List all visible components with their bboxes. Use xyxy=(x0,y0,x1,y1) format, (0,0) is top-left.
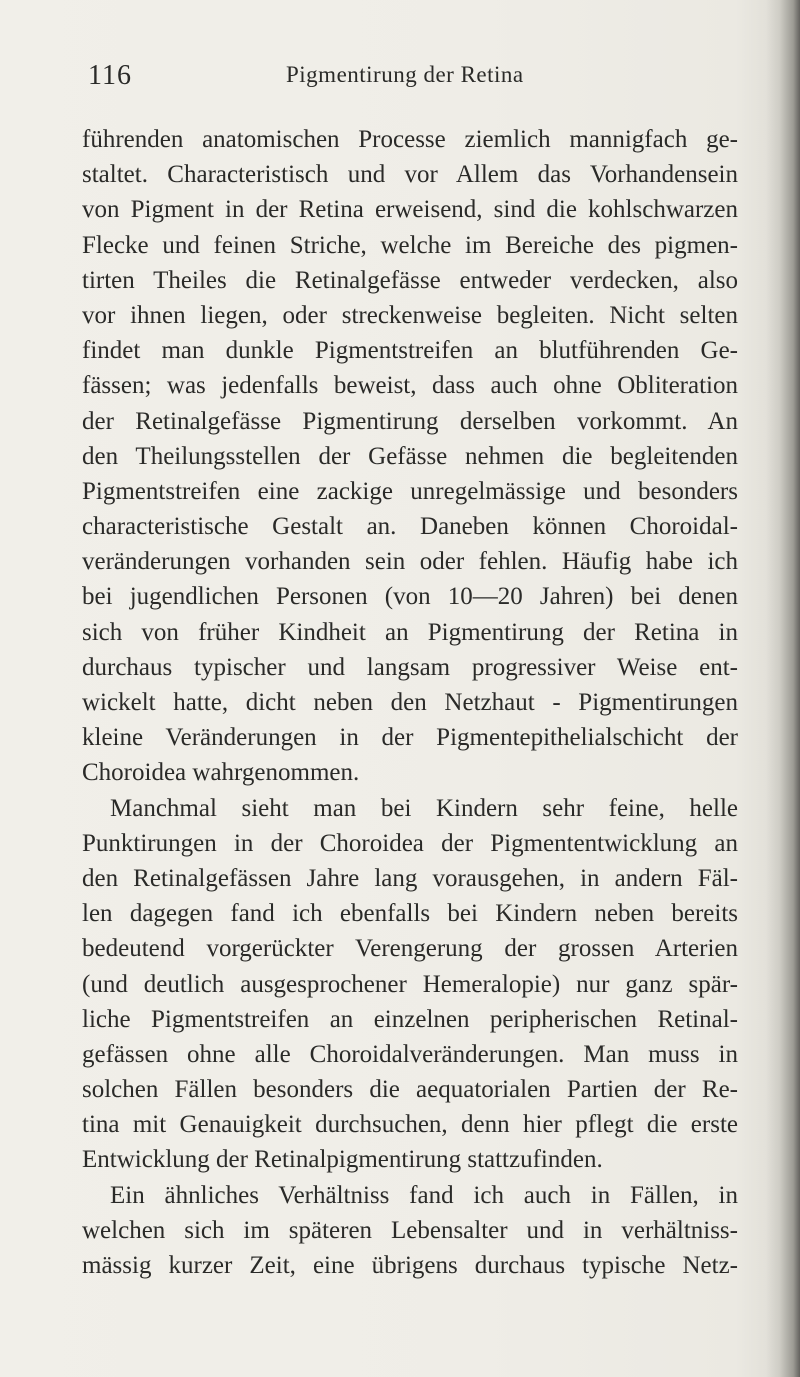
text-line: veränderungen vorhanden sein oder fehlen. Häufig habe ich xyxy=(82,548,738,576)
text-line: Flecke und feinen Striche, welche im Bereiche des pigmen- xyxy=(82,231,738,259)
text-line: vor ihnen liegen, oder streckenweise begleiten. Nicht selten xyxy=(82,301,738,329)
text-line: (und deutlich ausgesprochener Hemeralopie) nur ganz spär- xyxy=(82,970,738,998)
text-line: welchen sich im späteren Lebensalter und in verhältniss- xyxy=(82,1216,738,1244)
text-line: Pigmentstreifen eine zackige unregelmässige und besonders xyxy=(82,477,738,505)
text-line: kleine Veränderungen in der Pigmentepithelialschicht der xyxy=(82,724,738,752)
text-line: von Pigment in der Retina erweisend, sind die kohlschwarzen xyxy=(82,196,738,224)
text-line: Punktirungen in der Choroidea der Pigmententwicklung an xyxy=(82,829,738,857)
text-line: characteristische Gestalt an. Daneben können Choroidal- xyxy=(82,513,738,541)
text-line: Manchmal sieht man bei Kindern sehr feine, helle xyxy=(110,794,738,822)
page-number: 116 xyxy=(88,60,132,91)
text-line: Entwicklung der Retinalpigmentirung stattzufinden. xyxy=(82,1146,603,1174)
text-line: führenden anatomischen Processe ziemlich mannigfach ge- xyxy=(82,126,738,153)
text-line: staltet. Characteristisch und vor Allem das Vorhandensein xyxy=(82,161,738,189)
text-line: Choroidea wahrgenommen. xyxy=(82,759,360,787)
text-line: tirten Theiles die Retinalgefässe entweder verdecken, also xyxy=(82,266,738,294)
running-head: Pigmentirung der Retina xyxy=(286,62,524,87)
text-line: gefässen ohne alle Choroidalveränderungen. Man muss in xyxy=(82,1040,738,1068)
page-header xyxy=(88,60,738,94)
text-line: sich von früher Kindheit an Pigmentirung der Retina in xyxy=(82,618,738,646)
text-line: den Theilungsstellen der Gefässe nehmen die begleitenden xyxy=(82,442,738,470)
page-edge-shadow xyxy=(766,0,800,1377)
text-line: liche Pigmentstreifen an einzelnen peripherischen Retinal- xyxy=(82,1005,738,1033)
text-line: wickelt hatte, dicht neben den Netzhaut - Pigmentirungen xyxy=(82,689,738,716)
text-line: tina mit Genauigkeit durchsuchen, denn hier pflegt die erste xyxy=(82,1111,738,1139)
text-line: bei jugendlichen Personen (von 10—20 Jahren) bei denen xyxy=(82,583,738,611)
text-line: der Retinalgefässe Pigmentirung derselben vorkommt. An xyxy=(82,407,738,435)
text-line: Ein ähnliches Verhältniss fand ich auch in Fällen, in xyxy=(110,1181,738,1209)
text-line: den Retinalgefässen Jahre lang vorausgehen, in andern Fäl- xyxy=(82,864,738,892)
text-line: len dagegen fand ich ebenfalls bei Kindern neben bereits xyxy=(82,900,738,928)
text-line: durchaus typischer und langsam progressiver Weise ent- xyxy=(82,653,738,681)
text-line: solchen Fällen besonders die aequatorialen Partien der Re- xyxy=(82,1076,738,1104)
text-line: findet man dunkle Pigmentstreifen an blutführenden Ge- xyxy=(82,337,738,365)
text-line: mässig kurzer Zeit, eine übrigens durchaus typische Netz- xyxy=(82,1252,738,1279)
text-line: fässen; was jedenfalls beweist, dass auch ohne Obliteration xyxy=(82,372,738,400)
text-line: bedeutend vorgerückter Verengerung der grossen Arterien xyxy=(82,935,738,963)
body-text xyxy=(82,122,738,1283)
